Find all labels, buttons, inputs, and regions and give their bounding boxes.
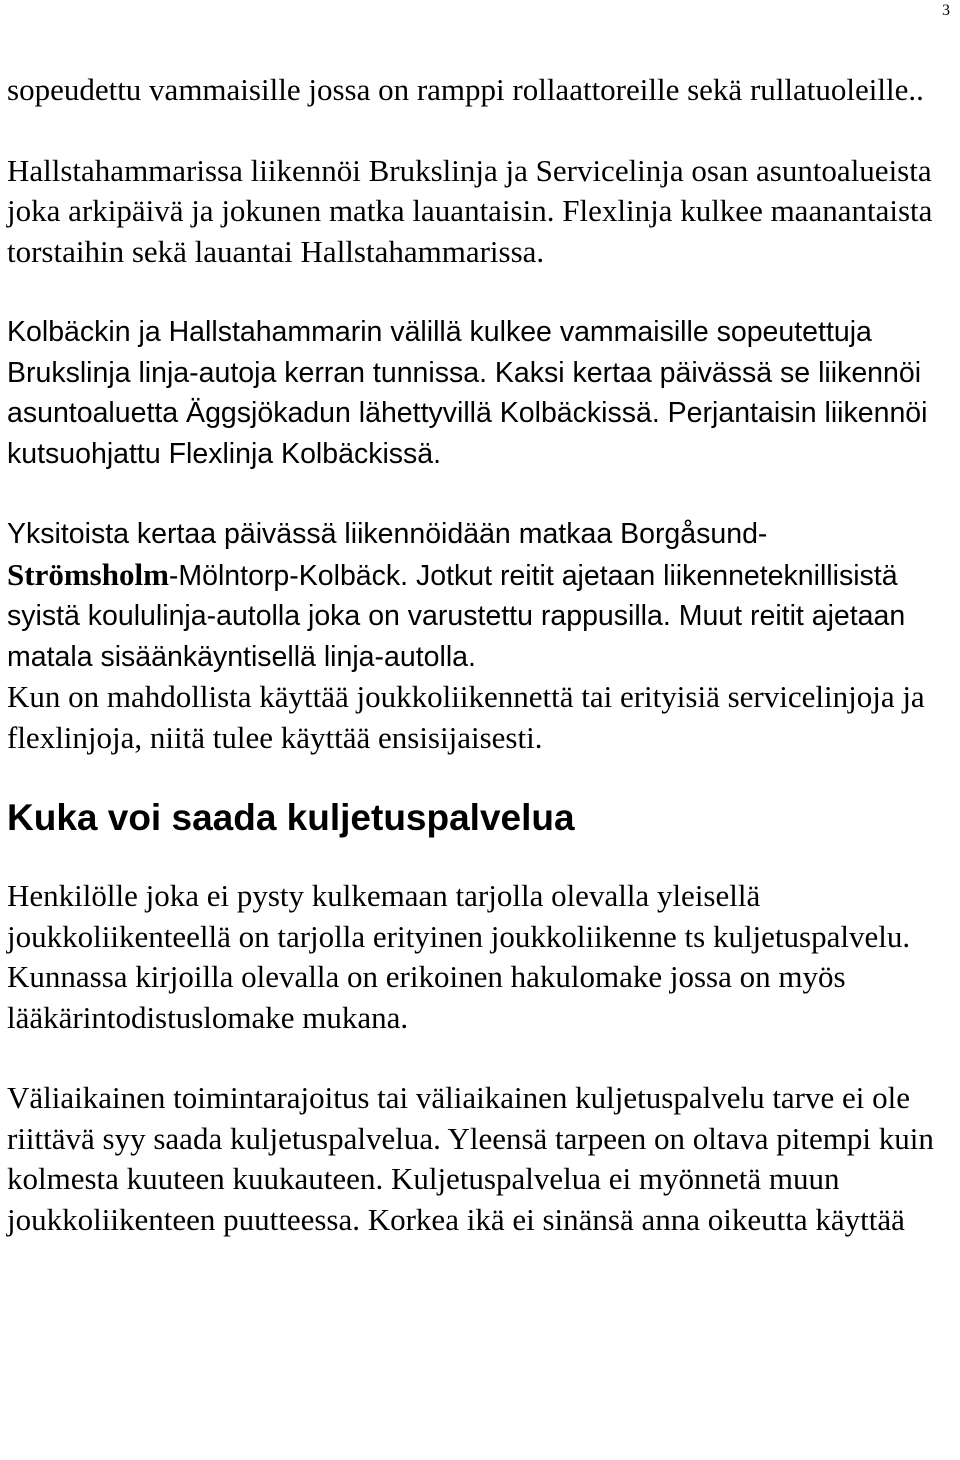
paragraph-kolback-lines: Kolbäckin ja Hallstahammarin välillä kulkee vammaisille sopeutettuja Brukslinja linja-autoja kerran tunnissa. Kaksi kertaa päivässä se liikennöi asuntoaluetta Äggsjökadun lähettyvillä Kolbäckissä. Perjantaisin liikennöi kutsuohjattu Flexlinja Kolbäckissä. xyxy=(7,316,928,470)
paragraph-borgasund-route xyxy=(7,514,952,677)
page-number: 3 xyxy=(942,2,950,19)
paragraph-priority-public-transport: Kun on mahdollista käyttää joukkoliikennettä tai erityisiä servicelinjoja ja flexlinjoja, niitä tulee käyttää ensisijaisesti. xyxy=(7,679,925,755)
route-text-rest: -Mölntorp-Kolbäck. Jotkut reitit ajetaan liikenneteknillisistä syistä koululinja-autolla joka on varustettu rappusilla. Muut reitit ajetaan matala sisäänkäyntisellä linja-autolla. xyxy=(7,559,906,673)
document-body xyxy=(7,70,952,1240)
route-text-start: Yksitoista kertaa päivässä liikennöidään matkaa Borgåsund- xyxy=(7,518,768,550)
place-name-stromsholm: Strömsholm xyxy=(7,556,169,592)
section-heading: Kuka voi saada kuljetuspalvelua xyxy=(7,797,575,838)
paragraph-temporary-limitation: Väliaikainen toimintarajoitus tai väliaikainen kuljetuspalvelu tarve ei ole riittävä syy saada kuljetuspalvelua. Yleensä tarpeen on oltava pitempi kuin kolmesta kuuteen kuukauteen. Kuljetuspalvelua ei myönnetä muun joukkoliikenteen puutteessa. Korkea ikä ei sinänsä anna oikeutta käyttää xyxy=(7,1080,934,1237)
paragraph-accessible-buses: sopeudettu vammaisille jossa on ramppi rollaattoreille sekä rullatuoleille.. xyxy=(7,72,924,107)
paragraph-eligibility: Henkilölle joka ei pysty kulkemaan tarjolla olevalla yleisellä joukkoliikenteellä on tarjolla erityinen joukkoliikenne ts kuljetuspalvelu. Kunnassa kirjoilla olevalla on erikoinen hakulomake jossa on myös lääkärintodistuslomake mukana. xyxy=(7,878,911,1035)
paragraph-hallstahammar-lines: Hallstahammarissa liikennöi Brukslinja ja Servicelinja osan asuntoalueista joka arkipäivä ja jokunen matka lauantaisin. Flexlinja kulkee maanantaista torstaihin sekä lauantai Hallstahammarissa. xyxy=(7,152,933,269)
